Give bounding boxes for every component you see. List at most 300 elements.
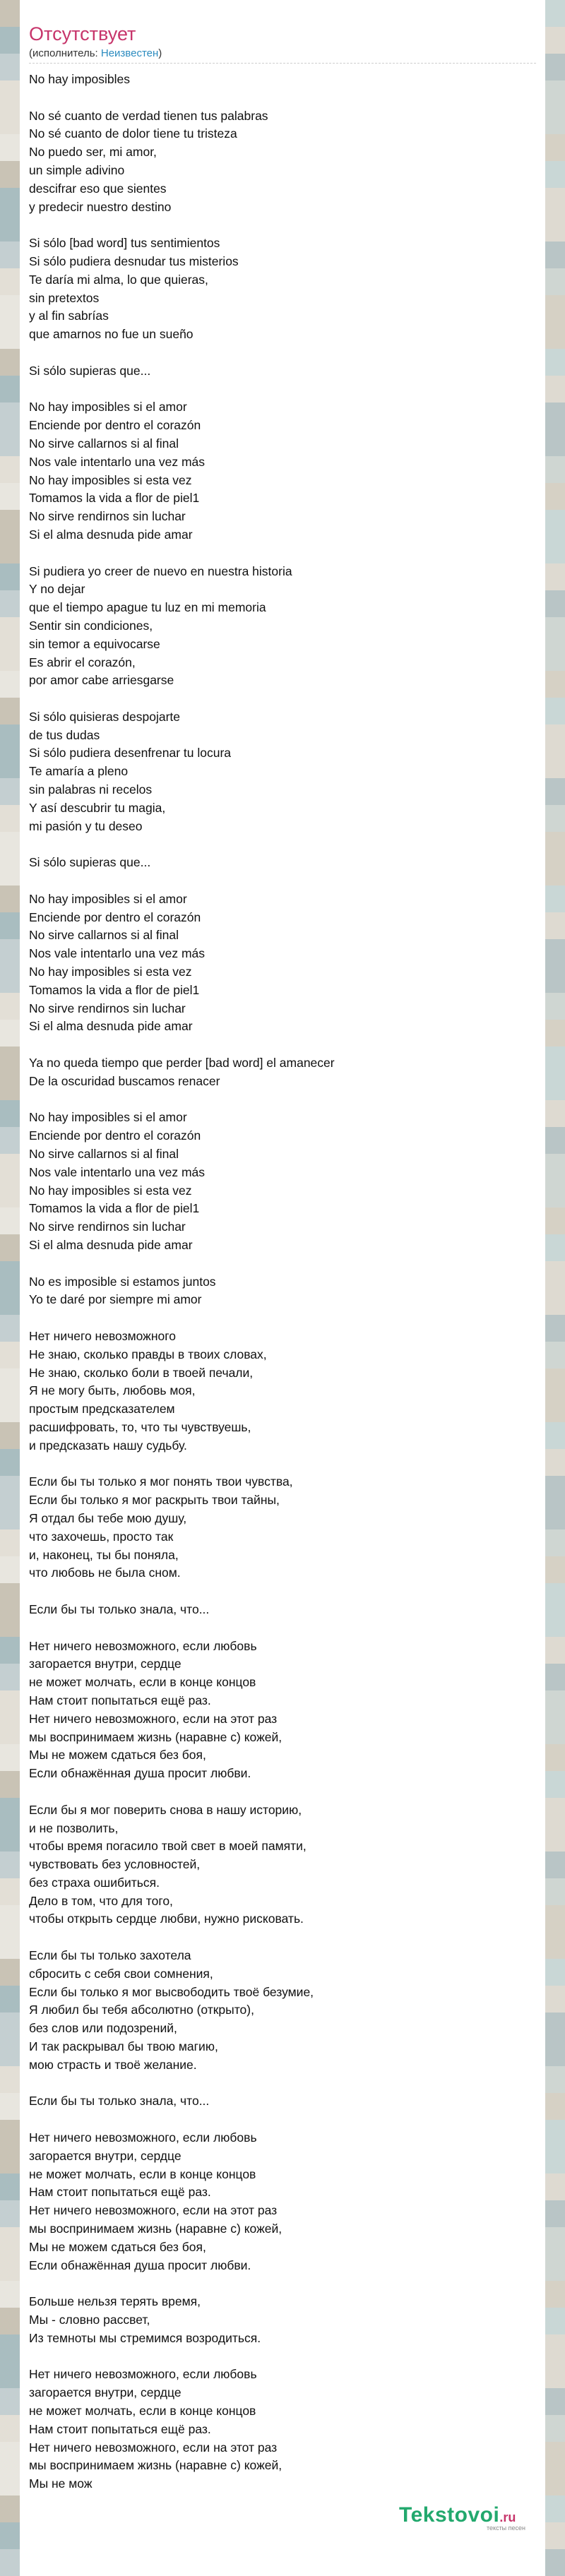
stripe-block [0,134,20,161]
stripe-block [0,80,20,107]
stripe-block [545,1878,565,1905]
stripe-block [545,2093,565,2120]
stripe-block [0,2012,20,2039]
stripe-block [0,2254,20,2281]
stripe-block [0,1342,20,1368]
lyric-line: Нам стоит попытаться ещё раз. [29,2421,211,2436]
lyric-stanza [29,1328,536,1455]
stripe-block [545,859,565,886]
lyric-line: Нет ничего невозможного, если на этот раз [29,2440,278,2455]
stripe-block [545,724,565,751]
stripe-block [0,724,20,751]
stripe-block [0,2334,20,2361]
stripe-block [0,2200,20,2227]
lyric-line: No sirve callarnos si al final [29,928,179,943]
stripe-block [0,1932,20,1959]
stripe-block [0,1744,20,1771]
lyric-line: простым предсказателем [29,1402,175,1417]
stripe-block [545,2388,565,2415]
lyric-line: No puedo ser, mi amor, [29,145,157,160]
stripe-block [545,2066,565,2093]
lyric-line: No sé cuanto de verdad tienen tus palabras [29,108,268,123]
lyric-line: Tomamos la vida a flor de piel1 [29,491,200,506]
stripe-block [545,2308,565,2334]
stripe-block [0,1100,20,1127]
stripe-block [545,1852,565,1878]
stripe-block [0,1690,20,1717]
lyric-line: No hay imposibles si el amor [29,891,187,906]
stripe-block [545,1368,565,1395]
stripe-block [545,644,565,671]
stripe-block [0,349,20,376]
lyric-line: Если бы ты только захотела [29,1948,191,1963]
stripe-block [545,564,565,590]
stripe-block [545,1476,565,1503]
lyric-line: Nos vale intentarlo una vez más [29,454,206,469]
lyric-line: чтобы открыть сердце любви, нужно рисковать. [29,1912,304,1926]
stripe-block [0,1476,20,1503]
stripe-block [545,2415,565,2442]
lyric-line: Не знаю, сколько боли в твоей печали, [29,1365,254,1380]
stripe-block [0,2066,20,2093]
lyric-line: Nos vale intentarlo una vez más [29,1164,206,1179]
stripe-block [0,1530,20,1556]
stripe-block [545,1181,565,1208]
stripe-block [0,1610,20,1637]
stripe-block [545,322,565,349]
stripe-block [545,1905,565,1932]
stripe-block [545,510,565,537]
lyric-line: не может молчать, если в конце концов [29,2404,256,2418]
lyric-line: загорается внутри, сердце [29,2385,182,2400]
lyric-line: No sirve rendirnos sin luchar [29,509,186,524]
lyric-line: сбросить с себя свои сомнения, [29,1966,213,1981]
lyric-line: Es abrir el corazón, [29,655,136,669]
stripe-block [545,1825,565,1852]
stripe-block [545,1154,565,1181]
stripe-block [545,1395,565,1422]
stripe-block [0,1181,20,1208]
stripe-block [0,1959,20,1986]
lyric-stanza [29,71,536,89]
stripe-block [0,1261,20,1288]
lyric-line: Sentir sin condiciones, [29,618,153,633]
lyric-line: No es imposible si estamos juntos [29,1274,216,1289]
stripe-block [0,54,20,80]
logo-name: Tekstovoi [399,2503,500,2527]
stripe-block [545,1342,565,1368]
lyric-line: y al fin sabrías [29,309,109,323]
stripe-block [545,2549,565,2576]
stripe-block [0,2469,20,2496]
stripe-block [0,215,20,242]
lyric-line: Если обнажённая душа просит любви. [29,1766,251,1781]
lyric-line: чувствовать без условностей, [29,1857,201,1872]
stripe-block [545,349,565,376]
stripe-block [545,456,565,483]
lyrics-text [29,71,536,2493]
stripe-block [0,2120,20,2147]
lyric-line: Tomamos la vida a flor de piel1 [29,1201,200,1216]
lyric-stanza [29,708,536,836]
stripe-block [0,322,20,349]
stripe-block [0,886,20,912]
lyric-stanza [29,1638,536,1783]
lyric-line: Si sólo [bad word] tus sentimientos [29,236,220,251]
lyric-line: de tus dudas [29,727,100,742]
lyric-line: Si sólo quisieras despojarte [29,709,181,724]
stripe-block [0,27,20,54]
stripe-block [0,939,20,966]
stripe-block [0,0,20,27]
lyric-line: Y no dejar [29,582,85,597]
lyric-line: Нет ничего невозможного, если на этот раз [29,1711,278,1726]
lyric-line: Нет ничего невозможного, если любовь [29,2367,257,2382]
stripe-block [545,2200,565,2227]
stripe-block [0,1798,20,1825]
lyric-line: и, наконец, ты бы поняла, [29,1547,179,1562]
stripe-block [0,1771,20,1798]
lyric-stanza [29,2293,536,2347]
lyric-stanza [29,2129,536,2274]
stripe-block [545,1744,565,1771]
lyric-line: Si el alma desnuda pide amar [29,1019,193,1034]
stripe-block [545,1208,565,1234]
stripe-block [0,590,20,617]
stripe-block [0,1073,20,1100]
stripe-block [0,2147,20,2174]
stripe-block [545,698,565,724]
stripe-block [545,1100,565,1127]
stripe-block [545,832,565,859]
stripe-block [545,886,565,912]
lyric-line: Enciende por dentro el corazón [29,418,201,433]
stripe-block [545,1798,565,1825]
stripe-block [0,2522,20,2549]
stripe-block [0,2174,20,2200]
stripe-block [0,376,20,402]
stripe-block [545,1556,565,1583]
lyric-line: No sirve rendirnos sin luchar [29,1220,186,1234]
lyric-line: descifrar eso que sientes [29,181,167,196]
stripe-block [0,537,20,564]
stripe-block [0,912,20,939]
stripe-block [545,1234,565,1261]
stripe-block [0,1583,20,1610]
lyric-line: No hay imposibles [29,72,130,86]
stripe-block [545,2254,565,2281]
stripe-block [0,1368,20,1395]
stripe-block [0,268,20,295]
lyric-line: Y así descubrir tu magia, [29,800,166,815]
logo-domain: .ru [499,2510,516,2524]
stripe-block [0,1127,20,1154]
stripe-block [545,295,565,322]
stripe-block [545,2442,565,2469]
stripe-block [545,1664,565,1690]
stripe-block [545,429,565,456]
lyric-stanza [29,1054,536,1091]
stripe-block [0,1878,20,1905]
lyric-line: sin palabras ni recelos [29,782,153,797]
stripe-block [545,402,565,429]
lyric-line: Te daría mi alma, lo que quieras, [29,272,208,287]
lyric-line: sin pretextos [29,290,100,305]
lyrics-page [29,21,536,2512]
stripe-block [545,778,565,805]
stripe-block [545,1530,565,1556]
lyric-line: Мы не можем сдаться без боя, [29,2239,206,2254]
lyric-line: и не позволить, [29,1820,119,1835]
lyric-stanza [29,563,536,691]
stripe-block [0,617,20,644]
stripe-block [545,27,565,54]
stripe-block [545,2039,565,2066]
stripe-block [0,698,20,724]
lyric-line: что захочешь, просто так [29,1529,174,1544]
stripe-block [545,268,565,295]
lyric-line: Нам стоит попытаться ещё раз. [29,2185,211,2200]
stripe-block [545,1717,565,1744]
artist-line [29,47,536,64]
stripe-block [0,2442,20,2469]
lyric-line: мы воспринимаем жизнь (наравне с) кожей, [29,2222,282,2236]
lyric-line: por amor cabe arriesgarse [29,673,174,688]
lyric-line: Дело в том, что для того, [29,1893,173,1908]
stripe-block [0,644,20,671]
stripe-block [0,2281,20,2308]
lyric-line: и предсказать нашу судьбу. [29,1438,187,1453]
stripe-block [0,2496,20,2522]
stripe-block [545,2469,565,2496]
lyric-line: Нам стоит попытаться ещё раз. [29,1693,211,1707]
stripe-block [545,242,565,268]
stripe-block [0,483,20,510]
stripe-block [0,188,20,215]
lyric-line: Я отдал бы тебе мою душу, [29,1510,187,1525]
stripe-block [0,966,20,993]
lyric-line: Если бы ты только знала, что... [29,2094,210,2109]
lyric-line: sin temor a equivocarse [29,636,160,651]
lyric-line: загорается внутри, сердце [29,2148,182,2163]
artist-prefix: (исполнитель: [29,47,101,59]
lyric-line: Si sólo supieras que... [29,363,151,378]
lyric-line: Ya no queda tiempo que perder [bad word] el amanecer [29,1056,335,1071]
stripe-block [0,1986,20,2012]
lyric-line: Si el alma desnuda pide amar [29,527,193,542]
stripe-block [0,1020,20,1046]
stripe-block [0,242,20,268]
lyric-line: Не знаю, сколько правды в твоих словах, [29,1347,267,1361]
stripe-block [0,1395,20,1422]
stripe-block [545,483,565,510]
stripe-block [0,2093,20,2120]
lyric-line: Мы не мож [29,2476,93,2491]
lyric-line: Больше нельзя терять время, [29,2294,201,2309]
lyric-line: Si sólo pudiera desnudar tus misterios [29,254,239,268]
stripe-block [0,510,20,537]
stripe-block [0,295,20,322]
stripe-block [545,2361,565,2388]
lyric-line: загорается внутри, сердце [29,1657,182,1671]
lyric-line: мою страсть и твоё желание. [29,2057,197,2072]
lyric-line: No hay imposibles si el amor [29,1110,187,1125]
stripe-block [0,1449,20,1476]
site-logo[interactable] [399,2503,554,2532]
stripe-block [545,188,565,215]
stripe-block [545,2147,565,2174]
stripe-block [545,1610,565,1637]
stripe-block [545,617,565,644]
lyric-line: не может молчать, если в конце концов [29,1675,256,1690]
lyric-line: Мы не можем сдаться без боя, [29,1748,206,1763]
stripe-block [545,2012,565,2039]
right-decorative-stripes [545,0,565,2552]
lyric-line: Нет ничего невозможного [29,1328,177,1343]
lyric-stanza [29,2092,536,2111]
stripe-block [0,1556,20,1583]
stripe-block [0,1234,20,1261]
lyric-line: No hay imposibles si esta vez [29,472,192,487]
lyric-line: Из темноты мы стремимся возродиться. [29,2330,261,2345]
lyric-line: Если бы я мог поверить снова в нашу историю, [29,1802,302,1817]
stripe-block [545,1503,565,1530]
stripe-block [0,805,20,832]
stripe-block [0,1422,20,1449]
stripe-block [0,1288,20,1315]
stripe-block [0,429,20,456]
lyric-line: чтобы время погасило твой свет в моей памяти, [29,1839,307,1854]
stripe-block [0,1637,20,1664]
stripe-block [0,751,20,778]
lyric-stanza [29,2366,536,2493]
lyric-line: y predecir nuestro destino [29,199,172,214]
stripe-block [0,1154,20,1181]
lyric-line: Я не могу быть, любовь моя, [29,1383,196,1398]
stripe-block [0,161,20,188]
lyric-line: что любовь не была сном. [29,1566,181,1580]
stripe-block [545,376,565,402]
lyric-line: No sirve callarnos si al final [29,1147,179,1162]
stripe-block [545,1449,565,1476]
lyric-line: Enciende por dentro el corazón [29,910,201,924]
stripe-block [0,107,20,134]
lyric-stanza [29,398,536,544]
stripe-block [0,1825,20,1852]
stripe-block [545,537,565,564]
lyric-line: que el tiempo apague tu luz en mi memoria [29,600,266,615]
stripe-block [0,2361,20,2388]
stripe-block [0,1664,20,1690]
lyric-line: Si sólo pudiera desenfrenar tu locura [29,746,232,761]
lyric-line: Tomamos la vida a flor de piel1 [29,982,200,997]
stripe-block [545,0,565,27]
lyric-stanza [29,1947,536,2075]
stripe-block [545,1073,565,1100]
lyric-line: Si el alma desnuda pide amar [29,1238,193,1252]
stripe-block [0,1852,20,1878]
lyric-line: un simple adivino [29,162,125,177]
lyric-line: мы воспринимаем жизнь (наравне с) кожей, [29,1729,282,1744]
lyric-line: Если бы только я мог раскрыть твои тайны, [29,1493,280,1508]
lyric-line: Нет ничего невозможного, если любовь [29,1638,257,1653]
lyric-line: Si pudiera yo creer de nuevo en nuestra historia [29,564,292,578]
stripe-block [545,2334,565,2361]
stripe-block [545,912,565,939]
stripe-block [545,671,565,698]
lyric-line: без страха ошибиться. [29,1875,160,1890]
lyric-line: Te amaría a pleno [29,764,129,779]
stripe-block [0,2039,20,2066]
stripe-block [545,1771,565,1798]
lyric-stanza [29,362,536,381]
stripe-block [545,1583,565,1610]
lyric-line: No sirve rendirnos sin luchar [29,1001,186,1015]
lyric-stanza [29,1601,536,1619]
stripe-block [545,1127,565,1154]
stripe-block [545,2120,565,2147]
stripe-block [545,161,565,188]
stripe-block [545,2281,565,2308]
lyric-line: расшифровать, то, что ты чувствуешь, [29,1419,251,1434]
lyric-stanza [29,1273,536,1310]
stripe-block [545,1288,565,1315]
stripe-block [0,2388,20,2415]
song-title: Отсутствует [29,23,136,44]
artist-suffix: ) [158,47,162,59]
stripe-block [545,107,565,134]
lyric-line: Я любил бы тебя абсолютно (открыто), [29,2003,254,2017]
stripe-block [545,54,565,80]
stripe-block [0,671,20,698]
stripe-block [545,1690,565,1717]
lyric-line: Если бы ты только знала, что... [29,1602,210,1616]
lyric-line: que amarnos no fue un sueño [29,327,194,342]
stripe-block [545,2174,565,2200]
lyric-line: Если бы только я мог высвободить твоё безумие, [29,1984,314,1999]
stripe-block [545,1986,565,2012]
stripe-block [545,1422,565,1449]
stripe-block [0,2227,20,2254]
stripe-block [545,966,565,993]
lyric-line: No hay imposibles si esta vez [29,965,192,979]
stripe-block [545,1932,565,1959]
lyric-line: Если бы ты только я мог понять твои чувства, [29,1474,293,1489]
artist-link[interactable]: Неизвестен [100,47,159,59]
stripe-block [545,1020,565,1046]
lyric-line: без слов или подозрений, [29,2021,177,2036]
stripe-block [0,832,20,859]
stripe-block [545,1315,565,1342]
stripe-block [545,590,565,617]
stripe-block [0,1905,20,1932]
stripe-block [545,2227,565,2254]
stripe-block [0,2308,20,2334]
lyric-line: No hay imposibles si esta vez [29,1183,192,1198]
lyric-line: Si sólo supieras que... [29,855,151,870]
lyric-stanza [29,234,536,344]
lyric-line: И так раскрывал бы твою магию, [29,2039,218,2054]
stripe-block [0,859,20,886]
stripe-block [545,1261,565,1288]
lyric-line: Yo te daré por siempre mi amor [29,1292,202,1307]
lyric-line: Нет ничего невозможного, если на этот раз [29,2203,278,2218]
stripe-block [0,2415,20,2442]
stripe-block [545,215,565,242]
lyric-line: No sirve callarnos si al final [29,436,179,451]
stripe-block [545,80,565,107]
lyric-line: De la oscuridad buscamos renacer [29,1073,220,1088]
